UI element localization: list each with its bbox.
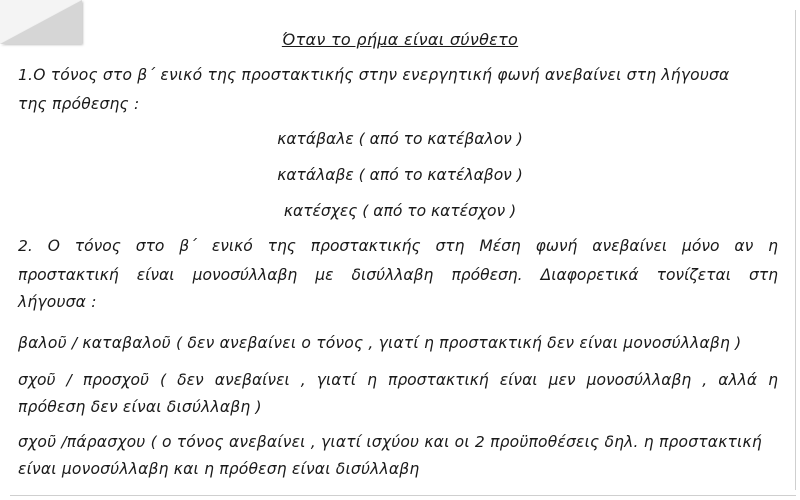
rule1-line1: 1.Ο τόνος στο β΄ ενικό της προστακτικής στην ενεργητική φωνή ανεβαίνει στη λήγουσα	[18, 66, 730, 84]
example-2: κατάλαβε ( από το κατέλαβον )	[277, 166, 523, 184]
case2-line1: σχοῦ / προσχοῦ ( δεν ανεβαίνει , γιατί η προστακτική είναι μεν μονοσύλλαβη , αλλά η	[18, 371, 778, 389]
rule2-line2: προστακτική είναι μονοσύλλαβη με δισύλλαβη πρόθεση. Διαφορετικά τονίζεται στη	[18, 266, 778, 284]
example-3: κατέσχες ( από το κατέσχον )	[283, 202, 517, 220]
rule1-line2: της πρόθεσης :	[18, 95, 140, 113]
case2-line2: πρόθεση δεν είναι δισύλλαβη )	[18, 398, 262, 416]
rule2-line3: λήγουσα :	[18, 293, 97, 311]
page-edge-right	[795, 10, 796, 490]
example-1: κατάβαλε ( από το κατέβαλον )	[277, 130, 523, 148]
case3-line2: είναι μονοσύλλαβη και η πρόθεση είναι δισύλλαβη	[18, 460, 420, 478]
rule2-line1: 2. Ο τόνος στο β΄ ενικό της προστακτικής στη Μέση φωνή ανεβαίνει μόνο αν η	[18, 237, 778, 255]
case1-line1: βαλοῦ / καταβαλοῦ ( δεν ανεβαίνει ο τόνος , γιατί η προστακτική δεν είναι μονοσύλλαβη )	[18, 334, 742, 352]
case3-line1: σχοῦ /πάρασχου ( ο τόνος ανεβαίνει , γιατί ισχύου και οι 2 προϋποθέσεις δηλ. η προστακτική	[18, 433, 762, 451]
page-edge-bottom	[10, 495, 796, 496]
document-title: Όταν το ρήμα είναι σύνθετο	[281, 30, 519, 49]
